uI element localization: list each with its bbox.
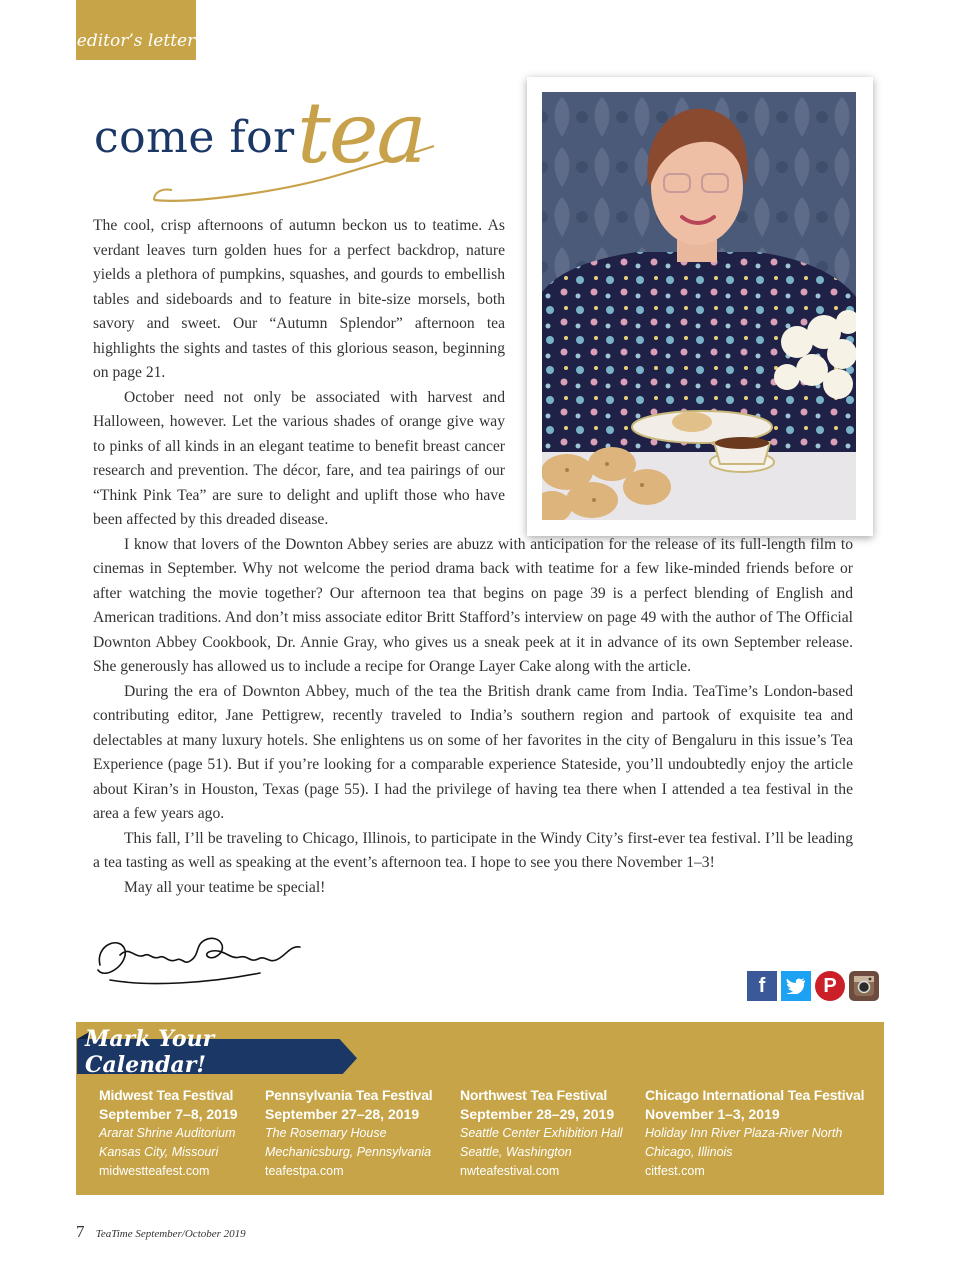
event-city: Kansas City, Missouri (99, 1145, 219, 1159)
paragraph: The cool, crisp afternoons of autumn beckon us to teatime. As verdant leaves turn golden hues for a perfect backdrop, nature yields a plethora of pumpkins, squashes, and gourds to embellish tables and sideboards and to feature in bite-size morsels, both savory and sweet. Our “Autumn Splendor” afternoon tea highlights the sights and tastes of this glorious season, beginning on page 21. (93, 217, 505, 381)
title-script: tea (297, 84, 425, 182)
social-icons (747, 971, 879, 1001)
event-name: Midwest Tea Festival (99, 1087, 234, 1103)
facebook-icon[interactable]: f (747, 971, 777, 1001)
editor-letter-body (93, 214, 853, 900)
calendar-title: Mark Your Calendar! (85, 1026, 215, 1078)
paragraph: This fall, I’ll be traveling to Chicago, Illinois, to participate in the Windy City’s first-ever tea festival. I’ll be leading a tea tasting as well as speaking at the event’s afternoon tea. I hope to see you there November 1–3! (93, 829, 853, 871)
paragraph: During the era of Downton Abbey, much of the tea the British drank came from India. TeaTime’s London-based contributing editor, Jane Pettigrew, recently traveled to India’s southern region and partook of exquisite tea and delectables at many luxury hotels. She enlightens us on some of her favorites in the city of Bengaluru in this issue’s Tea Experience (page 51). But if you’re looking for a comparable experience Stateside, you’ll undoubtedly enjoy the article about Kiran’s in Houston, Texas (page 55). I had the privilege of having tea there when I attended a tea festival in the area a few years ago. (93, 682, 853, 822)
event-date: November 1–3, 2019 (645, 1106, 780, 1122)
paragraph: October need not only be associated with harvest and Halloween, however. Let the various shades of orange give way to pinks of all kinds in an elegant teatime to benefit breast cancer research and prevention. The décor, fare, and tea pairings of our “Think Pink Tea” are sure to delight and uplift those who have been affected by this dreaded disease. (93, 388, 505, 528)
instagram-icon[interactable] (849, 971, 879, 1001)
calendar-event (99, 1086, 238, 1181)
calendar-event (645, 1086, 864, 1181)
paragraph: I know that lovers of the Downton Abbey series are abuzz with anticipation for the release of its full-length film to cinemas in September. Why not welcome the period drama back with teatime for a few like-minded friends before or after watching the movie together? Our afternoon tea that begins on page 39 is a perfect blending of English and American traditions. And don’t miss associate editor Britt Stafford’s interview on page 49 with the author of The Official Downton Abbey Cookbook, Dr. Annie Gray, who gives us a sneak peek at it in advance of its own September release. She generously has allowed us to include a recipe for Orange Layer Cake along with the article. (93, 535, 853, 675)
event-date: September 7–8, 2019 (99, 1106, 238, 1122)
page-footer (76, 1222, 246, 1242)
page-title (92, 84, 452, 212)
section-tab: editor’s letter (76, 0, 196, 60)
event-url[interactable]: nwteafestival.com (460, 1164, 560, 1178)
title-main: come for (94, 112, 295, 163)
twitter-icon[interactable] (781, 971, 811, 1001)
event-city: Seattle, Washington (460, 1145, 572, 1159)
editor-signature (90, 925, 310, 995)
event-city: Chicago, Illinois (645, 1145, 733, 1159)
calendar-event (460, 1086, 623, 1181)
event-url[interactable]: midwestteafest.com (99, 1164, 210, 1178)
event-name: Chicago International Tea Festival (645, 1087, 865, 1103)
event-name: Pennsylvania Tea Festival (265, 1087, 433, 1103)
page-number: 7 (76, 1222, 85, 1241)
paragraph: May all your teatime be special! (124, 878, 326, 896)
calendar-event (265, 1086, 433, 1181)
event-url[interactable]: citfest.com (645, 1164, 705, 1178)
event-venue: The Rosemary House (265, 1126, 387, 1140)
event-venue: Ararat Shrine Auditorium (99, 1126, 236, 1140)
pinterest-icon[interactable]: P (815, 971, 845, 1001)
event-venue: Seattle Center Exhibition Hall (460, 1126, 623, 1140)
magazine-issue: TeaTime September/October 2019 (95, 1228, 246, 1240)
event-city: Mechanicsburg, Pennsylvania (265, 1145, 432, 1159)
event-url[interactable]: teafestpa.com (265, 1164, 344, 1178)
event-name: Northwest Tea Festival (460, 1087, 608, 1103)
event-date: September 28–29, 2019 (460, 1106, 615, 1122)
event-venue: Holiday Inn River Plaza-River North (645, 1126, 843, 1140)
event-date: September 27–28, 2019 (265, 1106, 420, 1122)
